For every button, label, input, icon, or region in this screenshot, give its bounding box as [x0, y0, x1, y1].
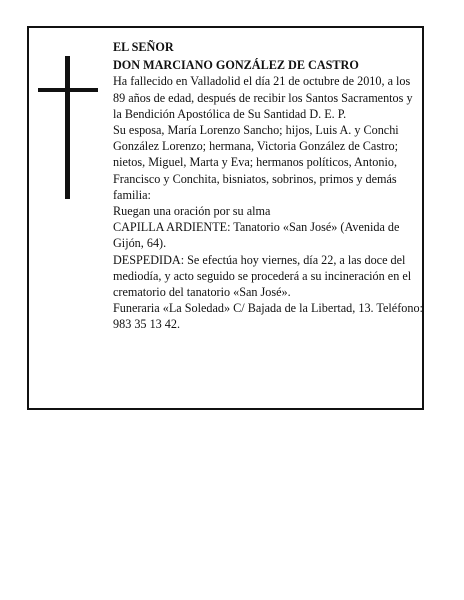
family-list: Su esposa, María Lorenzo Sancho; hijos, Luis A. y Conchi González Lorenzo; hermana, Victoria González de Castro; nietos, Miguel, Marta y Eva; hermanos políticos, Antonio, Francisco y Conchita, bisniatos, sobrinos, primos y demás familia: [113, 123, 399, 202]
obituary-notice [27, 26, 424, 410]
chapel-info: CAPILLA ARDIENTE: Tanatorio «San José» (Avenida de Gijón, 64). [113, 220, 400, 251]
deceased-name: DON MARCIANO GONZÁLEZ DE CASTRO [113, 58, 359, 73]
cross-horizontal-bar [38, 88, 98, 92]
death-announcement: Ha fallecido en Valladolid el día 21 de octubre de 2010, a los 89 años de edad, después de recibir los Santos Sacramentos y la Bendición Apostólica de Su Santidad D. E. P. [113, 74, 413, 121]
cross-vertical-bar [65, 56, 70, 199]
notice-heading: EL SEÑOR [113, 40, 174, 54]
cross-icon [38, 56, 98, 199]
prayer-request: Ruegan una oración por su alma [113, 204, 271, 219]
farewell-info: DESPEDIDA: Se efectúa hoy viernes, día 22, a las doce del mediodía, y acto seguido se procederá a su incineración en el crematorio del tanatorio «San José». [113, 252, 412, 300]
obituary-text [113, 39, 423, 333]
funeral-home-info: Funeraria «La Soledad» C/ Bajada de la Libertad, 13. Teléfono: 983 35 13 42. [113, 301, 423, 332]
